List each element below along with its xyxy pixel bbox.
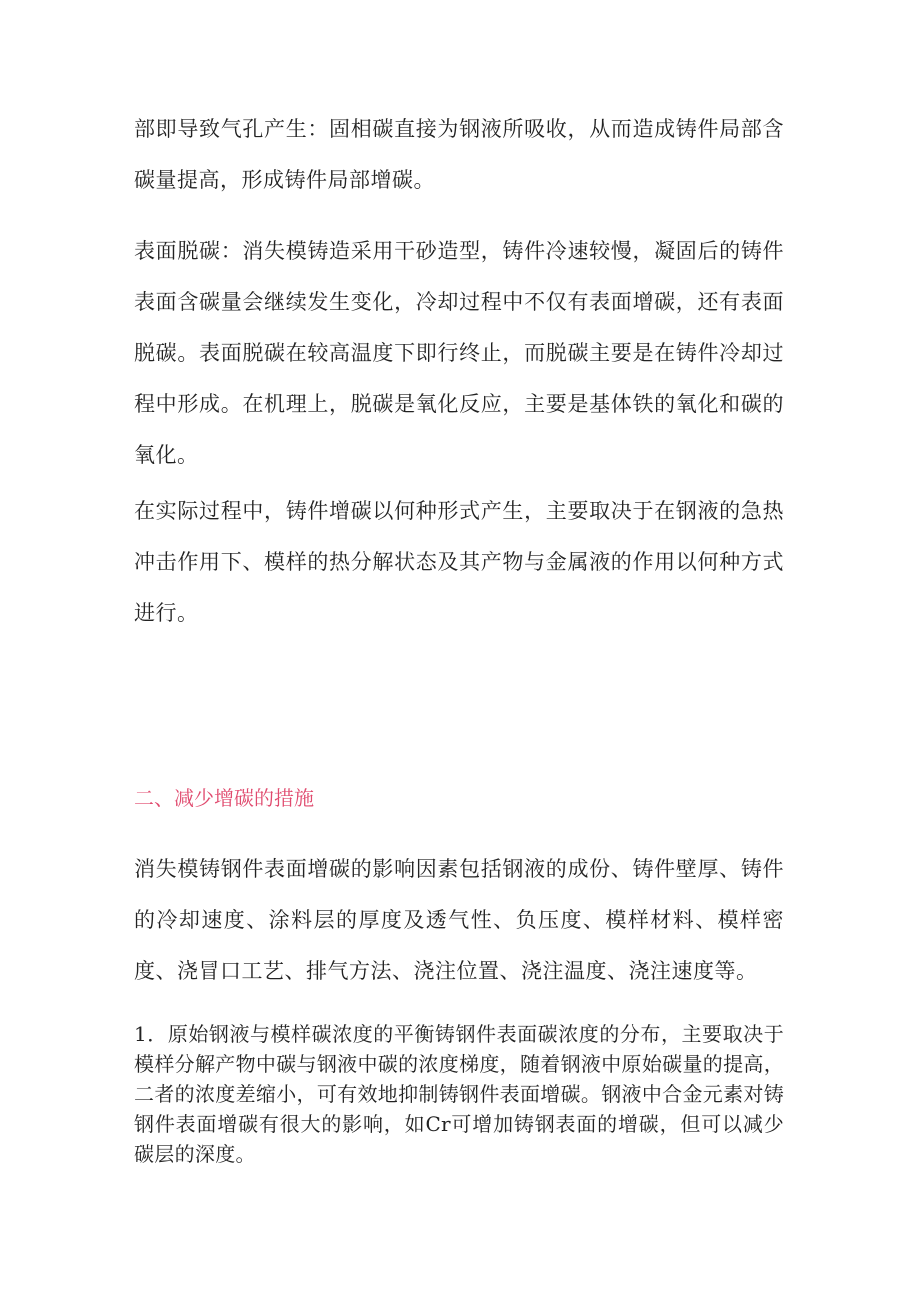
section-heading: 二、减少增碳的措施 (134, 786, 314, 810)
paragraph-carburization-mechanism: 在实际过程中，铸件增碳以何种形式产生，主要取决于在钢液的急热冲击作用下、模样的热分解状态及其产物与金属液的作用以何种方式进行。 (134, 499, 784, 625)
paragraph-surface-decarburization: 表面脱碳：消失模铸造采用干砂造型，铸件冷速较慢，凝固后的铸件表面含碳量会继续发生变化，冷却过程中不仅有表面增碳，还有表面脱碳。表面脱碳在较高温度下即行终止，而脱碳主要是在铸件冷却过程中形成。在机理上，脱碳是氧化反应，主要是基体铁的氧化和碳的氧化。 (134, 239, 784, 467)
paragraph-gas-hole-carburization: 部即导致气孔产生：固相碳直接为钢液所吸收，从而造成铸件局部含碳量提高，形成铸件局部增碳。 (134, 117, 784, 192)
paragraph-item-1: 1．原始钢液与模样碳浓度的平衡铸钢件表面碳浓度的分布，主要取决于模样分解产物中碳与钢液中碳的浓度梯度，随着钢液中原始碳量的提高，二者的浓度差缩小，可有效地抑制铸钢件表面增碳。钢液中合金元素对铸钢件表面增碳有很大的影响，如Cr可增加铸钢表面的增碳，但可以减少碳层的深度。 (134, 1022, 784, 1166)
paragraph-influencing-factors: 消失模铸钢件表面增碳的影响因素包括钢液的成份、铸件壁厚、铸件的冷却速度、涂料层的厚度及透气性、负压度、模样材料、模样密度、浇冒口工艺、排气方法、浇注位置、浇注温度、浇注速度等。 (134, 857, 784, 983)
